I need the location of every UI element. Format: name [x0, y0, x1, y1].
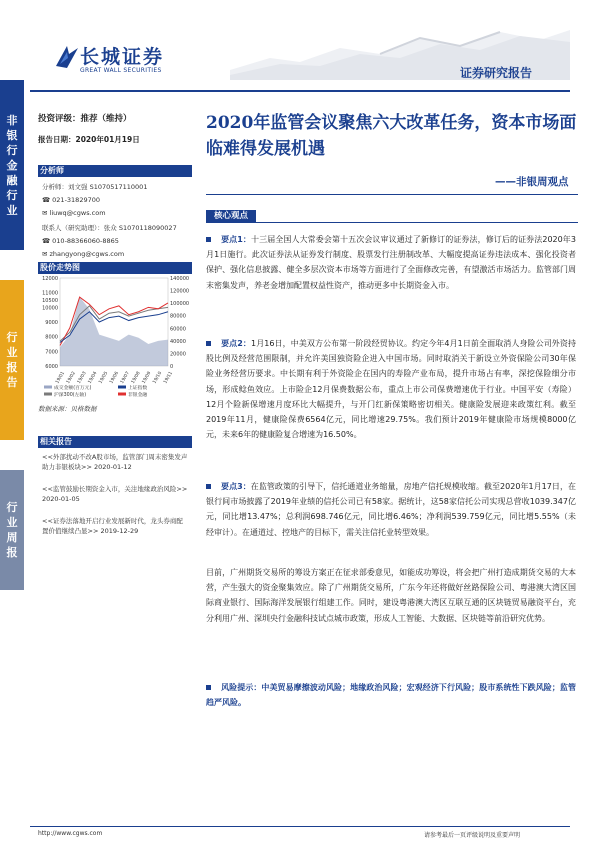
chart-heading: 股价走势图: [38, 262, 192, 274]
analyst-heading: 分析师: [38, 165, 192, 177]
assistant-line: 联系人（研究助理）：张众 S1070118090027: [42, 224, 177, 232]
legend-label: 成交金额(百万元): [54, 386, 92, 391]
report-date: 报告日期：2020年01月19日: [38, 135, 140, 144]
y-tick-left: 9000: [45, 320, 58, 326]
y-tick-left: 11000: [42, 290, 58, 297]
bullet-icon: [206, 341, 211, 346]
bullet-icon: [206, 484, 211, 489]
analyst-line: 分析师：刘文强 S1070517110001: [42, 183, 148, 191]
legend-swatch: [118, 393, 126, 396]
related-report-1[interactable]: <<外部扰动不改A股市场，监管部门周末密集发声助力非银板块>> 2020-01-12: [42, 453, 188, 471]
x-tick: 19/03: [76, 371, 88, 385]
bullet-icon: [206, 685, 211, 690]
legend-label: 上证指数: [128, 386, 148, 391]
x-tick: 19/01: [55, 371, 67, 385]
chart-source: 数据来源：贝格数据: [38, 405, 97, 413]
risk-warning: 风险提示：中美贸易摩擦波动风险；地缘政治风险；宏观经济下行风险；股市系统性下跌风险；监管趋严风险。: [206, 683, 576, 708]
y-tick-left: 12000: [42, 276, 58, 282]
related-report-3[interactable]: <<证券法落地开启行业发展新时代，龙头券商配置价值继续凸显>> 2019-12-29: [42, 517, 183, 535]
report-type: 证券研究报告: [460, 66, 533, 80]
point-2: 要点2：1月16日，中美双方公布第一阶段经贸协议。约定今年4月1日前全面取消人身险公司外资持股比例及经营范围限制，并允许美国独资险企进入中国市场。同时取消关于新设立外资保险公司30年保险业务经营历要求。中长期有利于外资险企在国内的寿险产业布局，提升市场占有率，深挖保险细分市场，形成鲶鱼效应。上市险企12月保费数据公布，重点上市公司保费增速优于行业。中国平安（寿险）12月个险新保增速月度环比大幅提升，与开门红新保策略密切相关。健康险发展迎来政策红利。截至2019年11月，健康险保费6564亿元，同比增速29.75%。我们预计2019年健康险市场规模8000亿元，未来6年的健康险复合增速为16.50%。: [206, 339, 576, 440]
x-tick: 19/07: [120, 371, 131, 385]
legend-swatch: [44, 386, 52, 389]
subtitle-divider: [206, 194, 578, 195]
y-tick-right: 0: [170, 364, 174, 370]
x-tick: 19/06: [109, 371, 121, 385]
y-tick-left: 10500: [42, 298, 58, 304]
footer-url[interactable]: http://www.cgws.com: [38, 830, 103, 837]
legend-swatch: [118, 386, 126, 389]
header-divider: [30, 90, 570, 92]
y-tick-right: 60000: [170, 326, 186, 333]
band-report-type: 行业报告: [0, 280, 24, 440]
y-tick-left: 7000: [45, 349, 58, 356]
y-tick-right: 140000: [170, 276, 190, 282]
x-tick: 19/08: [130, 371, 142, 385]
brand-name-en: GREAT WALL SECURITIES: [80, 67, 162, 74]
stock-trend-chart: [38, 274, 192, 402]
x-tick: 19/10: [152, 371, 164, 385]
report-subtitle: ——非银周观点: [495, 176, 569, 188]
brand-logo-icon: [54, 44, 80, 70]
y-tick-left: 6000: [45, 364, 58, 370]
y-tick-right: 40000: [170, 338, 186, 345]
brand-name: 长城证券: [80, 46, 165, 68]
footer-disclaimer: 请参考最后一页评级说明及重要声明: [424, 832, 521, 839]
bullet-icon: [206, 237, 211, 242]
x-tick: 19/04: [87, 371, 99, 385]
x-tick: 19/05: [98, 371, 110, 385]
band-gap: [0, 250, 24, 256]
x-tick: 19/09: [141, 371, 153, 385]
assistant-phone: ☎ 010-88366060-8865: [42, 237, 119, 245]
x-tick: 19/11: [163, 371, 175, 385]
core-heading: 核心观点: [206, 210, 256, 223]
y-tick-right: 100000: [170, 301, 190, 308]
footer-divider: [30, 826, 570, 827]
y-tick-right: 80000: [170, 313, 186, 320]
y-tick-left: 8000: [45, 334, 58, 341]
band-weekly: 行业周报: [0, 470, 24, 590]
band-industry: 非银行金融行业: [0, 80, 24, 250]
analyst-email[interactable]: ✉ liuwq@cgws.com: [42, 209, 106, 217]
y-tick-right: 20000: [170, 351, 186, 358]
assistant-email[interactable]: ✉ zhangyong@cgws.com: [42, 250, 125, 258]
core-divider: [206, 222, 578, 223]
report-title: 2020年监管会议聚焦六大改革任务，资本市场面临难得发展机遇: [206, 113, 577, 159]
rating: 投资评级：推荐（维持）: [38, 114, 132, 124]
y-tick-left: 10000: [42, 305, 58, 312]
legend-swatch: [44, 393, 52, 396]
related-report-2[interactable]: <<监管鼓励长期资金入市，关注地缘政治风险>> 2020-01-05: [42, 485, 188, 503]
legend-label: 非银金融: [128, 393, 148, 398]
y-tick-right: 120000: [170, 288, 190, 295]
point-3: 要点3：在监管政策的引导下，信托通道业务缩量，房地产信托规模收缩。截至2020年1月17日，在银行间市场披露了2019年业绩的信托公司已有58家。据统计，这58家信托公司实现总营收1039.347亿元，同比增13.47%；总利润698.746亿元，同比增6.46%；净利润539.759亿元，同比增5.55%（未经审计）。在通道过、控地产的目标下，需关注信托业转型效果。: [206, 482, 576, 537]
analyst-phone: ☎ 021-31829700: [42, 196, 100, 204]
point-1: 要点1：十三届全国人大常委会第十五次会议审议通过了新修订的证券法，修订后的证券法2020年3月1日施行。此次证券法从证券发行制度、股票发行注册制改革、大幅度提高证券违法成本、强化投资者保护、强化信息披露、健全多层次资本市场等方面进行了全面修改完善，有望激活市场活力。监管部门周末密集发声，养老金增加配置权益性资产，推动更多中长期资金入市。: [206, 235, 576, 290]
legend-label: 沪深300(左轴): [54, 393, 87, 398]
related-heading: 相关报告: [38, 436, 192, 448]
paragraph-4: 目前，广州期货交易所的筹设方案正在征求部委意见，如能成功筹设，将会把广州打造成期货交易的大本营，产生强大的资金聚集效应。除了广州期货交易所，广东今年还将做好丝路保险公司、粤港澳大湾区国际商业银行、国际海洋发展银行组建工作。同时，建设粤港澳大湾区互联互通的区块链贸易融资平台，充分利用广州、深圳央行金融科技试点城市政策，形成人工智能、大数据、区块链等前沿研究优势。: [206, 568, 576, 623]
x-tick: 19/02: [66, 371, 77, 385]
